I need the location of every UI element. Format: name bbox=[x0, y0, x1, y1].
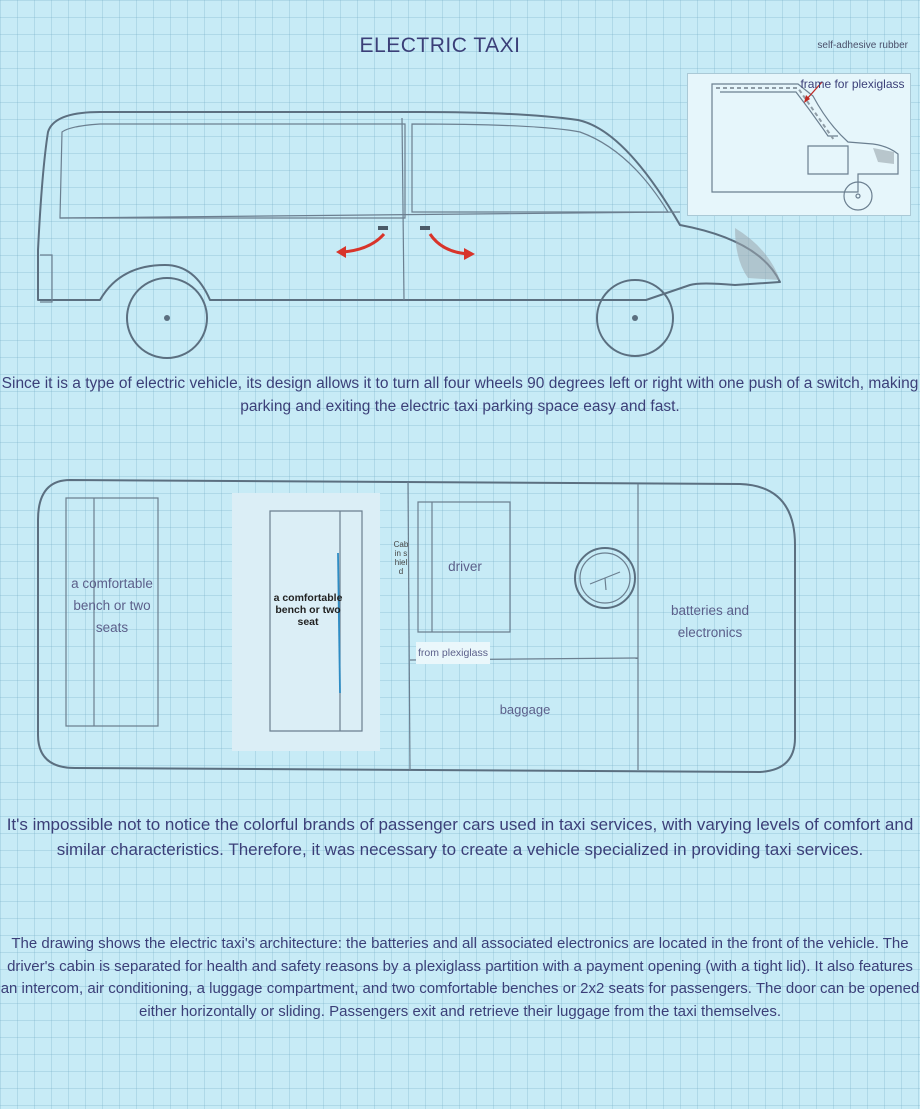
middle-bench-label: a comfortable bench or two seat bbox=[273, 592, 343, 628]
page-title: ELECTRIC TAXI bbox=[359, 34, 521, 57]
from-plexiglass-label: from plexiglass bbox=[416, 642, 490, 664]
steering-wheel-icon bbox=[575, 548, 635, 608]
cabin-shield-label: Cabin shield bbox=[393, 540, 409, 576]
driver-label: driver bbox=[448, 559, 482, 574]
baggage-label: baggage bbox=[499, 702, 551, 717]
rear-bench-label: a comfortable bench or two seats bbox=[71, 576, 153, 635]
batteries-label: batteries and electronics bbox=[670, 603, 750, 640]
paragraph-three: The drawing shows the electric taxi's architecture: the batteries and all associated electronics are located in the front of the vehicle. The driver's cabin is separated for health and safety reasons by a plexiglass partition with a payment opening (with a tight lid). It also features an intercom, air conditioning, a luggage compartment, and two comfortable benches or 2x2 seats for passengers. The door can be opened either horizontally or sliding. Passengers exit and retrieve their luggage from the taxi themselves. bbox=[0, 935, 920, 1020]
rubber-note: self-adhesive rubber bbox=[817, 40, 908, 51]
paragraph-two: It's impossible not to notice the colorful brands of passenger cars used in taxi services, with varying levels of comfort and similar characteristics. Therefore, it was necessary to create a vehicle specialized in providing taxi services. bbox=[6, 815, 914, 859]
inset-label: frame for plexiglass bbox=[800, 77, 905, 91]
side-view-caption: Since it is a type of electric vehicle, its design allows it to turn all four wheels 90 degrees left or right with one push of a switch, making parking and exiting the electric taxi parking space easy and fast. bbox=[1, 375, 919, 415]
